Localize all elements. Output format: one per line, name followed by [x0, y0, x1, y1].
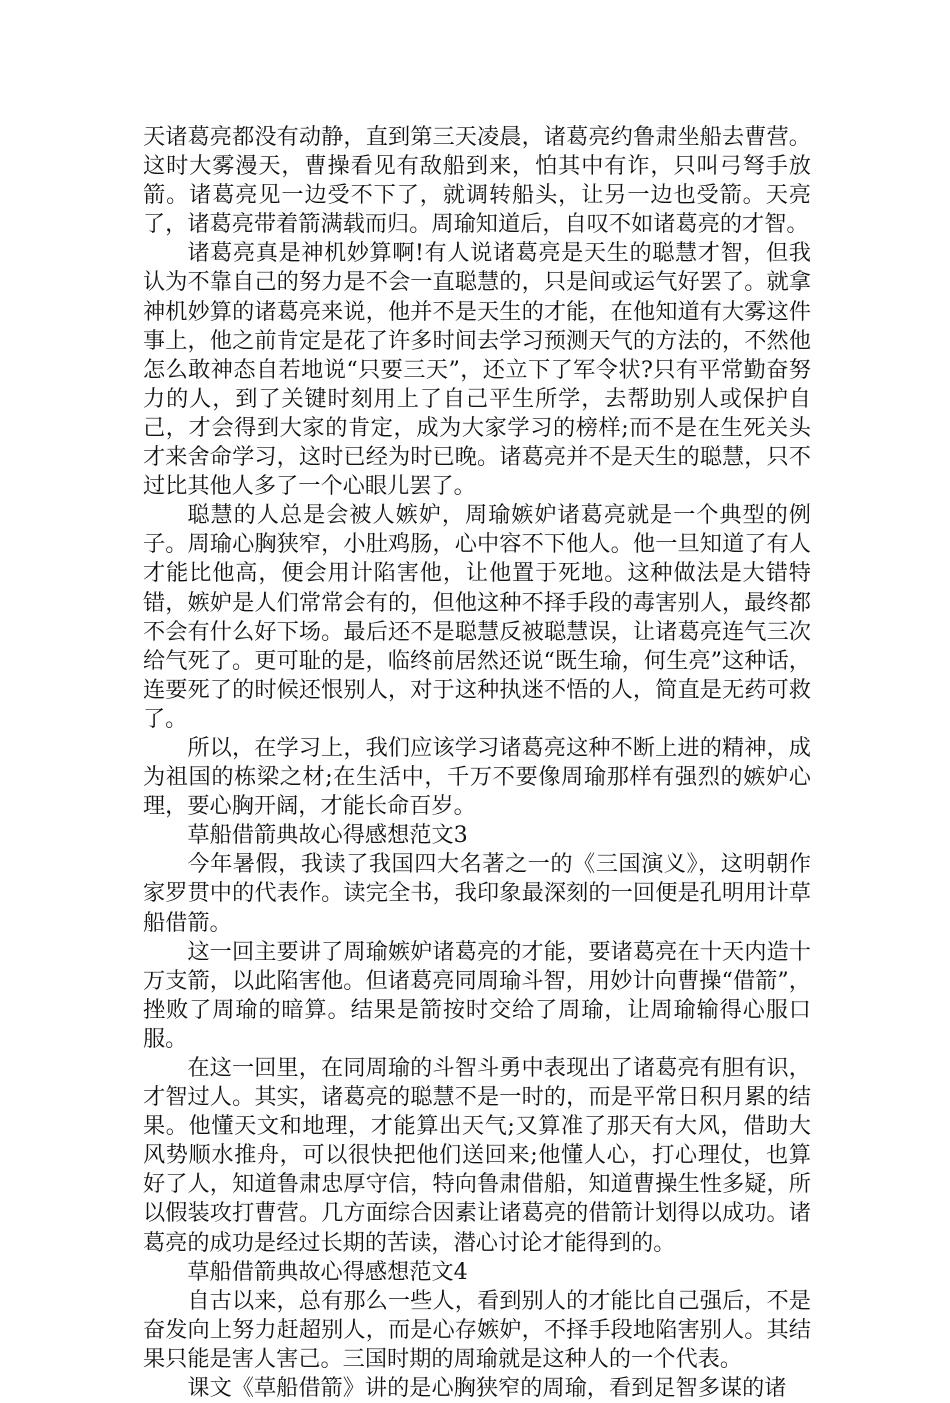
paragraph-3: 聪慧的人总是会被人嫉妒，周瑜嫉妒诸葛亮就是一个典型的例子。周瑜心胸狭窄，小肚鸡肠，心中容不下他人。他一旦知道了有人才能比他高，便会用计陷害他，让他置于死地。这种做法是大错特错，嫉妒是人们常常会有的，但他这种不择手段的毒害别人，最终都不会有什么好下场。最后还不是聪慧反被聪慧误，让诸葛亮连气三次给气死了。更可耻的是，临终前居然还说“既生瑜，何生亮”这种话，连要死了的时候还恨别人，对于这种执迷不悟的人，简直是无药可救了。	[143, 502, 811, 732]
paragraph-1: 天诸葛亮都没有动静，直到第三天凌晨，诸葛亮约鲁肃坐船去曹营。这时大雾漫天，曹操看见有敌船到来，怕其中有诈，只叫弓弩手放箭。诸葛亮见一边受不下了，就调转船头，让另一边也受箭。天亮了，诸葛亮带着箭满载而归。周瑜知道后，自叹不如诸葛亮的才智。	[143, 124, 811, 238]
paragraph-7: 在这一回里，在同周瑜的斗智斗勇中表现出了诸葛亮有胆有识，才智过人。其实，诸葛亮的聪慧不是一时的，而是平常日积月累的结果。他懂天文和地理，才能算出天气;又算准了那天有大风，借助大风势顺水推舟，可以很快把他们送回来;他懂人心，打心理仗，也算好了人，知道鲁肃忠厚守信，特向鲁肃借船，知道曹操生性多疑，所以假装攻打曹营。几方面综合因素让诸葛亮的借箭计划得以成功。诸葛亮的成功是经过长期的苦读，潜心讨论才能得到的。	[143, 1055, 811, 1256]
section-heading-4: 草船借箭典故心得感想范文4	[187, 1258, 468, 1285]
document-body	[143, 123, 811, 1403]
paragraph-8: 自古以来，总有那么一些人，看到别人的才能比自己强后，不是奋发向上努力赶超别人，而是心存嫉妒，不择手段地陷害别人。其结果只能是害人害己。三国时期的周瑜就是这种人的一个代表。	[143, 1287, 811, 1372]
paragraph-4: 所以，在学习上，我们应该学习诸葛亮这种不断上进的精神，成为祖国的栋梁之材;在生活中，千万不要像周瑜那样有强烈的嫉妒心理，要心胸开阔，才能长命百岁。	[143, 734, 811, 820]
paragraph-9: 课文《草船借箭》讲的是心胸狭窄的周瑜，看到足智多谋的诸	[187, 1375, 787, 1402]
section-heading-3: 草船借箭典故心得感想范文3	[187, 822, 468, 849]
paragraph-5: 今年暑假，我读了我国四大名著之一的《三国演义》，这明朝作家罗贯中的代表作。读完全书，我印象最深刻的一回便是孔明用计草船借箭。	[143, 851, 811, 936]
paragraph-2: 诸葛亮真是神机妙算啊!有人说诸葛亮是天生的聪慧才智，但我认为不靠自己的努力是不会一直聪慧的，只是间或运气好罢了。就拿神机妙算的诸葛亮来说，他并不是天生的才能，在他知道有大雾这件事上，他之前肯定是花了许多时间去学习预测天气的方法的，不然他怎么敢神态自若地说“只要三天”，还立下了军令状?只有平常勤奋努力的人，到了关键时刻用上了自己平生所学，去帮助别人或保护自己，才会得到大家的肯定，成为大家学习的榜样;而不是在生死关头才来舍命学习，这时已经为时已晚。诸葛亮并不是天生的聪慧，只不过比其他人多了一个心眼儿罢了。	[143, 240, 811, 500]
paragraph-6: 这一回主要讲了周瑜嫉妒诸葛亮的才能，要诸葛亮在十天内造十万支箭，以此陷害他。但诸葛亮同周瑜斗智，用妙计向曹操“借箭”，挫败了周瑜的暗算。结果是箭按时交给了周瑜，让周瑜输得心服口服。	[143, 938, 811, 1052]
